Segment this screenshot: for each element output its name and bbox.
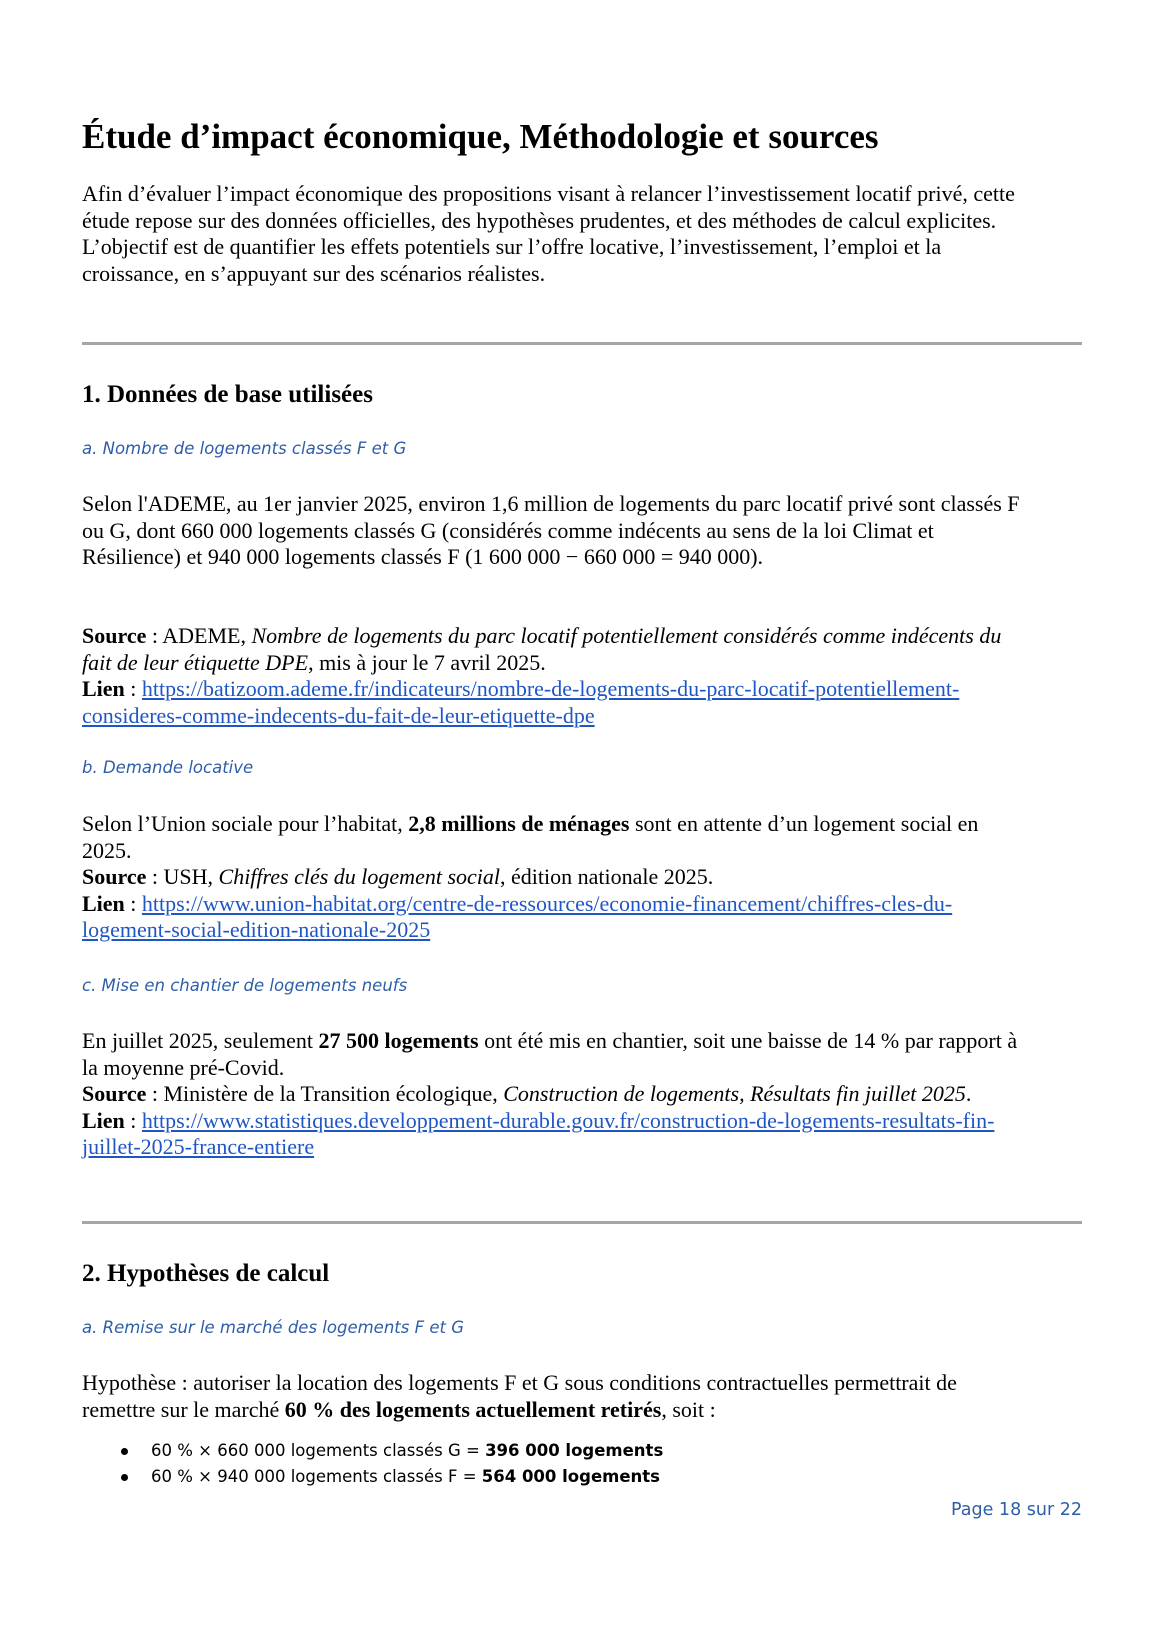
paragraph-1b: Selon l’Union sociale pour l’habitat, 2,8 millions de ménages sont en attente d’un logement social en 2025. Source : USH, Chiffres clés du logement social, édition nationale 2025. Lien : https://www.union-habitat.org/centre-de-ressources/economie-financement/chiffres-cles-du- logement-social-edition-nationale-2025 xyxy=(82,811,979,942)
source-title: Nombre de logements du parc locatif potentiellement considérés comme indécents du xyxy=(251,623,1002,648)
source-link-1a-cont[interactable]: consideres-comme-indecents-du-fait-de-leur-etiquette-dpe xyxy=(82,702,595,728)
intro-paragraph: Afin d’évaluer l’impact économique des propositions visant à relancer l’investissement locatif privé, cette étude repose sur des données officielles, des hypothèses prudentes, et des méthodes de calcul explicites. L’objectif est de quantifier les effets potentiels sur l’offre locative, l’investissement, l’emploi et la croissance, en s’appuyant sur des scénarios réalistes. xyxy=(82,181,1015,286)
list-item: 60 % × 660 000 logements classés G = 396 000 logements xyxy=(82,1438,663,1464)
page-title: Étude d’impact économique, Méthodologie et sources xyxy=(82,117,879,156)
subheading-2a: a. Remise sur le marché des logements F et G xyxy=(82,1318,464,1337)
bullet-icon xyxy=(121,1474,128,1481)
source-link-1c[interactable]: https://www.statistiques.developpement-durable.gouv.fr/construction-de-logements-resultats-fin- xyxy=(141,1107,995,1133)
source-link-1b[interactable]: https://www.union-habitat.org/centre-de-ressources/economie-financement/chiffres-cles-du- xyxy=(141,890,953,916)
section-divider xyxy=(82,1221,1082,1224)
source-title: Construction de logements, Résultats fin juillet 2025 xyxy=(503,1081,966,1106)
paragraph-2a: Hypothèse : autoriser la location des logements F et G sous conditions contractuelles permettrait de remettre sur le marché 60 % des logements actuellement retirés, soit : xyxy=(82,1370,957,1422)
section-divider xyxy=(82,342,1082,345)
source-link-1b-cont[interactable]: logement-social-edition-nationale-2025 xyxy=(82,917,431,942)
section-heading-2: 2. Hypothèses de calcul xyxy=(82,1260,330,1287)
section-heading-1: 1. Données de base utilisées xyxy=(82,381,373,408)
page-number: Page 18 sur 22 xyxy=(951,1500,1082,1520)
bullet-list xyxy=(82,1438,663,1490)
source-block-1a: Source : ADEME, Nombre de logements du parc locatif potentiellement considérés comme indécents du fait de leur étiquette DPE, mis à jour le 7 avril 2025. Lien : https://batizoom.ademe.fr/indicateurs/nombre-de-logements-du-parc-locatif-potentiellement- consideres-comme-indecents-du-fait-de-leur-etiquette-dpe xyxy=(82,623,1002,728)
source-title: Chiffres clés du logement social xyxy=(218,864,500,889)
subheading-1c: c. Mise en chantier de logements neufs xyxy=(82,976,408,995)
source-label: Source xyxy=(82,864,147,889)
link-label: Lien xyxy=(82,676,125,701)
bullet-icon xyxy=(121,1448,128,1455)
source-link-1c-cont[interactable]: juillet-2025-france-entiere xyxy=(82,1134,315,1159)
source-label: Source xyxy=(82,623,147,648)
source-link-1a[interactable]: https://batizoom.ademe.fr/indicateurs/nombre-de-logements-du-parc-locatif-potentiellement- xyxy=(141,676,960,701)
list-item: 60 % × 940 000 logements classés F = 564 000 logements xyxy=(82,1464,663,1490)
subheading-1a: a. Nombre de logements classés F et G xyxy=(82,439,407,458)
subheading-1b: b. Demande locative xyxy=(82,758,254,777)
source-title: fait de leur étiquette DPE xyxy=(82,649,309,675)
link-label: Lien xyxy=(82,1107,125,1133)
source-label: Source xyxy=(82,1081,147,1106)
link-label: Lien xyxy=(82,890,125,916)
paragraph-1c: En juillet 2025, seulement 27 500 logements ont été mis en chantier, soit une baisse de 14 % par rapport à la moyenne pré-Covid. Source : Ministère de la Transition écologique, Construction de logements, Résultats fin juillet 2025. Lien : https://www.statistiques.developpement-durable.gouv.fr/construction-de-logements-resultats-fin- juillet-2025-france-entiere xyxy=(82,1028,1018,1159)
paragraph-1a: Selon l'ADEME, au 1er janvier 2025, environ 1,6 million de logements du parc locatif privé sont classés F ou G, dont 660 000 logements classés G (considérés comme indécents au sens de la loi Climat et Résilience) et 940 000 logements classés F (1 600 000 − 660 000 = 940 000). xyxy=(82,491,1020,569)
